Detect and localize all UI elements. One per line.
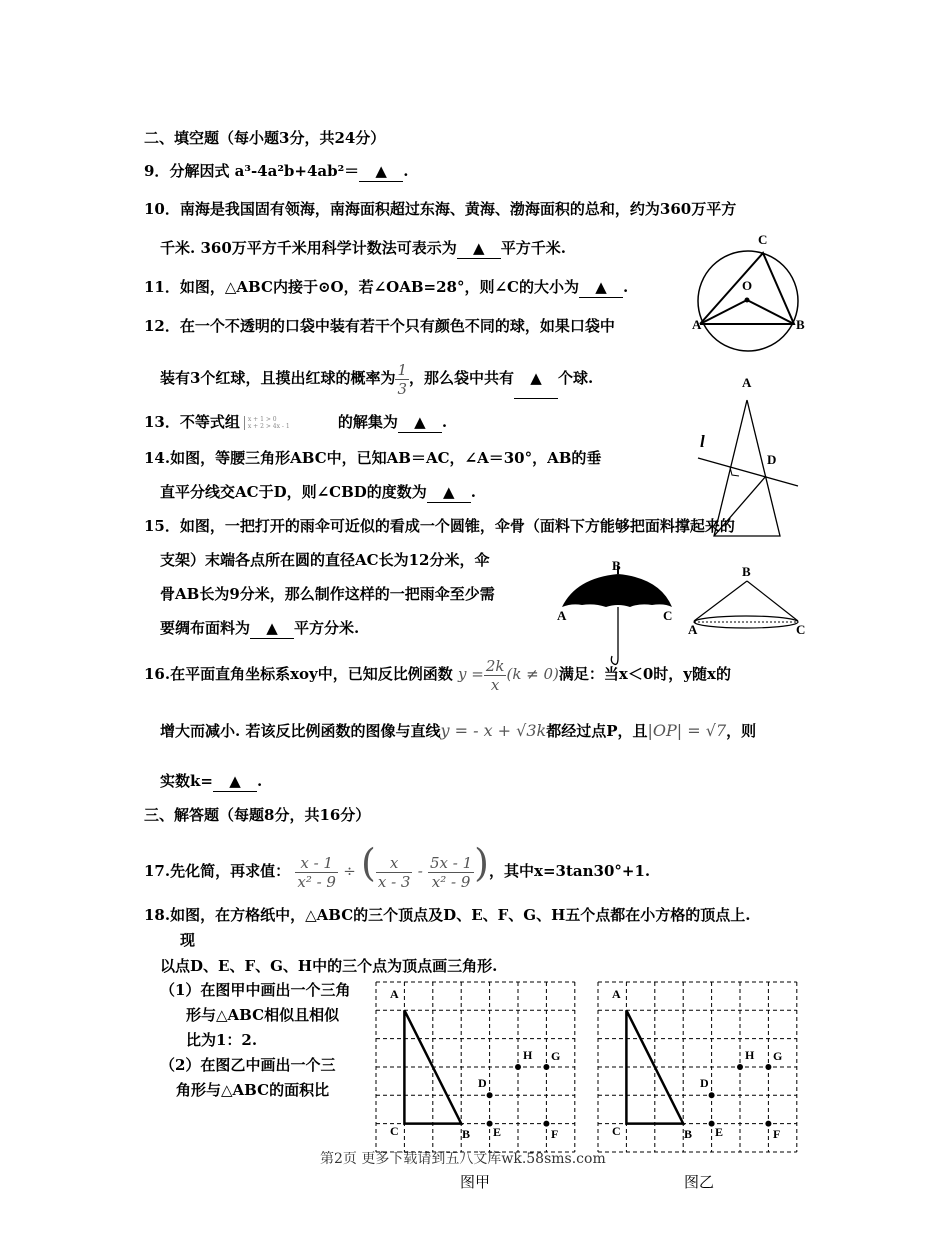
label-b: B bbox=[742, 564, 751, 579]
q17-fraction-3 bbox=[428, 854, 474, 891]
answer-mark: ▲ bbox=[375, 162, 387, 180]
label-f: F bbox=[551, 1127, 559, 1141]
q18-part2-b: 角形与△ABC的面积比 bbox=[176, 1081, 330, 1099]
point-g bbox=[765, 1064, 771, 1070]
circle-triangle-figure bbox=[688, 228, 812, 358]
q12-probability-fraction bbox=[395, 361, 409, 398]
label-a: A bbox=[557, 608, 567, 623]
cone-slant-ab bbox=[694, 581, 747, 621]
q16-line2a: 增大而减小. 若该反比例函数的图像与直线 bbox=[160, 722, 441, 740]
q10-answer-blank bbox=[457, 238, 501, 259]
q15-number: 15． bbox=[144, 517, 180, 535]
label-b: B bbox=[796, 317, 805, 332]
q16-line1b: 满足：当x＜0时，y随x的 bbox=[558, 665, 731, 683]
q13-inequality-1: x + 1 > 0 bbox=[247, 416, 277, 423]
question-15 bbox=[144, 516, 735, 536]
label-l: l bbox=[700, 432, 705, 451]
grid2-caption: 图乙 bbox=[684, 1173, 715, 1191]
q12-line2c: 个球. bbox=[558, 369, 594, 387]
question-18 bbox=[144, 905, 750, 925]
label-b: B bbox=[612, 558, 621, 573]
q16-line2b: 都经过点P，且 bbox=[546, 722, 648, 740]
q15-line3: 骨AB长为9分米，那么制作这样的一把雨伞至少需 bbox=[160, 585, 495, 603]
q12-frac-denominator: 3 bbox=[397, 379, 407, 398]
answer-mark: ▲ bbox=[229, 772, 241, 790]
q15-answer-blank bbox=[250, 618, 294, 639]
q16-line2c: ，则 bbox=[726, 722, 757, 740]
q18-line1b: 现 bbox=[180, 931, 196, 949]
section-2-title: 二、填空题（每小题3分，共24分） bbox=[144, 129, 386, 147]
q11-number: 11． bbox=[144, 278, 180, 296]
question-9 bbox=[144, 161, 408, 182]
q18-line2: 以点D、E、F、G、H中的三个点为顶点画三角形. bbox=[160, 957, 498, 975]
q16-func-fraction bbox=[484, 657, 507, 694]
question-10 bbox=[144, 199, 736, 219]
question-16-line2 bbox=[160, 716, 756, 746]
q13-number: 13． bbox=[144, 413, 180, 431]
bisector-line-l bbox=[698, 458, 798, 486]
q12-line1: 在一个不透明的口袋中装有若干个只有颜色不同的球，如果口袋中 bbox=[179, 317, 615, 335]
q16-tail: . bbox=[256, 772, 263, 790]
q18-line1: 如图，在方格纸中，△ABC的三个顶点及D、E、F、G、H五个点都在小方格的顶点上. bbox=[170, 906, 751, 924]
label-f: F bbox=[773, 1127, 781, 1141]
center-point bbox=[745, 298, 750, 303]
label-c: C bbox=[663, 608, 673, 623]
segment-oa bbox=[700, 300, 747, 324]
q16-number: 16. bbox=[144, 665, 171, 683]
label-a: A bbox=[688, 622, 698, 637]
question-16-line3 bbox=[160, 771, 262, 792]
cone-figure bbox=[686, 562, 810, 642]
grid1-caption: 图甲 bbox=[460, 1173, 491, 1191]
q16-answer-blank bbox=[213, 771, 257, 792]
answer-mark: ▲ bbox=[472, 239, 485, 257]
point-f bbox=[765, 1121, 771, 1127]
q18-part1-b: 形与△ABC相似且相似 bbox=[186, 1006, 340, 1024]
question-14 bbox=[144, 448, 601, 468]
q13-tail: . bbox=[441, 413, 448, 431]
question-14-line2 bbox=[160, 482, 476, 503]
q15-line4a: 要绸布面料为 bbox=[160, 619, 251, 637]
section-3-title: 三、解答题（每题8分，共16分） bbox=[144, 806, 371, 824]
q16-line-equation: y = - x + √3k bbox=[440, 721, 547, 740]
q13-answer-blank bbox=[398, 412, 442, 433]
label-a: A bbox=[692, 317, 702, 332]
q13-text-a: 不等式组 bbox=[179, 413, 240, 431]
point-d bbox=[487, 1092, 493, 1098]
q16-line3a: 实数k= bbox=[160, 772, 213, 790]
triangle-abc bbox=[714, 400, 780, 536]
q17-f3-denominator: x² - 9 bbox=[431, 872, 471, 891]
q11-tail: . bbox=[622, 278, 629, 296]
point-e bbox=[487, 1121, 493, 1127]
grid-figure-jia bbox=[372, 980, 584, 1160]
point-h bbox=[515, 1064, 521, 1070]
q17-text: 先化简，再求值： bbox=[170, 862, 291, 880]
answer-mark: ▲ bbox=[530, 369, 542, 387]
q17-f1-denominator: x² - 9 bbox=[297, 872, 336, 891]
point-h bbox=[737, 1064, 743, 1070]
q14-tail: . bbox=[470, 483, 477, 501]
q14-line1: 如图，等腰三角形ABC中，已知AB＝AC，∠A＝30°，AB的垂 bbox=[170, 449, 602, 467]
q12-line2a: 装有3个红球，且摸出红球的概率为 bbox=[160, 369, 396, 387]
q10-number: 10． bbox=[144, 200, 180, 218]
question-15-line4 bbox=[160, 618, 359, 639]
q17-minus-sign: - bbox=[417, 862, 423, 880]
segment-ob bbox=[747, 300, 794, 324]
q15-line4b: 平方分米. bbox=[294, 619, 360, 637]
q18-part1-a: （1）在图甲中画出一个三角 bbox=[160, 981, 351, 999]
q15-line1: 如图，一把打开的雨伞可近似的看成一个圆锥，伞骨（面料下方能够把面料撑起来的 bbox=[179, 517, 735, 535]
q10-line2b: 平方千米. bbox=[500, 239, 566, 257]
q17-f2-denominator: x - 3 bbox=[377, 872, 411, 891]
q18-number: 18. bbox=[144, 906, 171, 924]
q9-answer-blank bbox=[359, 161, 403, 182]
label-h: H bbox=[523, 1048, 533, 1062]
answer-mark: ▲ bbox=[414, 413, 426, 431]
q11-text: 如图，△ABC内接于⊙O，若∠OAB=28°，则∠C的大小为 bbox=[179, 278, 579, 296]
label-e: E bbox=[715, 1125, 724, 1139]
answer-mark: ▲ bbox=[266, 619, 278, 637]
q13-inequality-2: x + 2 > 4x - 1 bbox=[247, 423, 290, 430]
label-g: G bbox=[551, 1049, 561, 1063]
point-g bbox=[543, 1064, 549, 1070]
label-h: H bbox=[745, 1048, 755, 1062]
q16-op-equation: |OP| = √7 bbox=[647, 721, 727, 740]
q9-tail: . bbox=[403, 162, 409, 180]
q13-inequality-system bbox=[244, 416, 334, 430]
point-e bbox=[709, 1121, 715, 1127]
q16-func-numerator: 2k bbox=[485, 656, 505, 675]
question-17: 17.先化简，再求值： $\frac{x - 1}{\text{x² - 9}}$ ÷ ( $\frac{x}{x - 3}$ - $\frac{5x - 1}{\text{x² - 9}}$ )，其中x=3tan30°+1. bbox=[144, 841, 651, 891]
label-a: A bbox=[612, 987, 621, 1001]
q16-func-condition: (k ≠ 0) bbox=[506, 665, 559, 683]
label-e: E bbox=[493, 1125, 502, 1139]
page-footer: 第2页 更多下载请到五八文库wk.58sms.com bbox=[320, 1151, 606, 1167]
point-f bbox=[543, 1121, 549, 1127]
q13-text-b: 的解集为 bbox=[337, 413, 398, 431]
q9-number: 9． bbox=[144, 162, 170, 180]
label-d: D bbox=[478, 1076, 487, 1090]
label-o: O bbox=[742, 278, 753, 293]
point-d bbox=[709, 1092, 715, 1098]
q10-line2a: 千米. 360万平方千米用科学计数法可表示为 bbox=[160, 239, 457, 257]
label-a: A bbox=[390, 987, 399, 1001]
q18-part1-c: 比为1：2. bbox=[186, 1031, 258, 1049]
q12-frac-numerator: 1 bbox=[397, 360, 407, 379]
grid-figure-yi bbox=[594, 980, 806, 1160]
label-c: C bbox=[390, 1124, 399, 1138]
umbrella-figure bbox=[554, 558, 678, 668]
umbrella-canopy bbox=[562, 574, 672, 607]
label-g: G bbox=[773, 1049, 783, 1063]
q17-f1-numerator: x - 1 bbox=[295, 854, 338, 873]
q17-divide-sign: ÷ bbox=[343, 862, 356, 880]
label-d: D bbox=[700, 1076, 709, 1090]
q9-text: 分解因式 a³-4a²b+4ab²＝ bbox=[169, 162, 360, 180]
umbrella-handle bbox=[611, 656, 618, 664]
q10-line1: 南海是我国固有领海，南海面积超过东海、黄海、渤海面积的总和，约为360万平方 bbox=[179, 200, 737, 218]
q12-line2b: ，那么袋中共有 bbox=[409, 369, 515, 387]
answer-mark: ▲ bbox=[443, 483, 455, 501]
question-12 bbox=[144, 316, 615, 336]
q16-func-denominator: x bbox=[490, 675, 500, 694]
question-13 bbox=[144, 412, 447, 433]
label-b: B bbox=[462, 1127, 471, 1141]
q17-fraction-1 bbox=[295, 854, 338, 891]
label-b: B bbox=[684, 1127, 693, 1141]
q18-part2-a: （2）在图乙中画出一个三 bbox=[160, 1056, 336, 1074]
question-11 bbox=[144, 277, 628, 298]
q17-fraction-2 bbox=[376, 854, 413, 891]
q14-answer-blank bbox=[427, 482, 471, 503]
question-12-line2 bbox=[160, 358, 593, 399]
q17-f2-numerator: x bbox=[376, 854, 413, 873]
question-10-line2 bbox=[160, 238, 566, 259]
label-d: D bbox=[767, 452, 777, 467]
q11-answer-blank bbox=[579, 277, 623, 298]
q17-f3-numerator: 5x - 1 bbox=[430, 853, 473, 872]
q17-tail: ，其中x=3tan30°+1. bbox=[489, 862, 651, 880]
q12-answer-blank bbox=[514, 358, 558, 399]
answer-mark: ▲ bbox=[595, 278, 607, 296]
q14-line2a: 直平分线交AC于D，则∠CBD的度数为 bbox=[160, 483, 427, 501]
q12-number: 12． bbox=[144, 317, 180, 335]
q16-line1a: 在平面直角坐标系xoy中，已知反比例函数 bbox=[170, 665, 453, 683]
label-c: C bbox=[796, 622, 806, 637]
cone-slant-bc bbox=[747, 581, 798, 621]
label-c: C bbox=[758, 232, 768, 247]
isosceles-triangle-figure bbox=[694, 372, 804, 542]
q14-number: 14. bbox=[144, 449, 171, 467]
label-a: A bbox=[742, 375, 752, 390]
q15-line2: 支架）末端各点所在圆的直径AC长为12分米，伞 bbox=[160, 551, 490, 569]
q16-func-y: y = bbox=[458, 665, 484, 683]
q17-number: 17. bbox=[144, 862, 171, 880]
label-c: C bbox=[612, 1124, 621, 1138]
